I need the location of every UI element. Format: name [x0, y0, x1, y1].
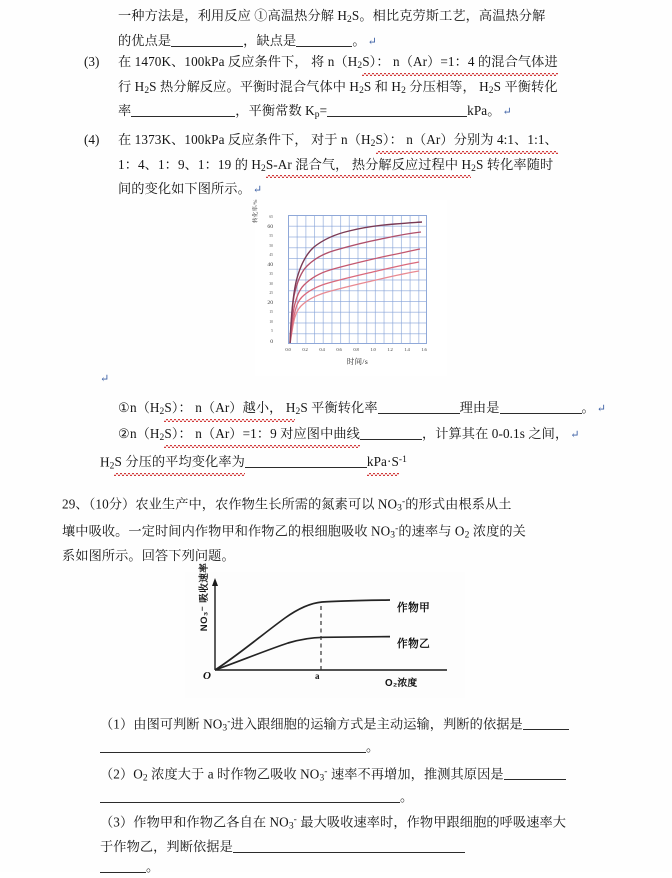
intro-paragraph: [118, 6, 658, 52]
superscript-minus: -: [227, 717, 231, 727]
chart1-xtick-2: 0.4: [319, 347, 325, 352]
q29-sub2-continued: [100, 787, 662, 808]
sub1-text-e: 。: [581, 400, 595, 415]
q29-sub2: [100, 762, 662, 789]
q29-sub2-line-1: [100, 762, 662, 789]
q29-sub1-line-2: [100, 737, 662, 758]
q3-line-1: [118, 52, 663, 77]
chart1-ytick-0: 0: [270, 339, 273, 345]
chart2-series-label-crop-a: 作物甲: [397, 602, 431, 614]
q29-2-text-a: O: [133, 766, 143, 782]
q3-text-j: =: [319, 103, 328, 119]
answer-blank[interactable]: [245, 467, 367, 468]
chart1-ytick-55: 55: [269, 234, 273, 238]
q3-text-f: 分压相等， H: [405, 78, 489, 94]
q29-3-text-a: 作物甲和作物乙各自在 NO: [133, 814, 289, 830]
q29-sub3-line-3: [100, 857, 662, 878]
q29-1-text-a: 由图可判断 NO: [133, 716, 223, 732]
q4-sub1: [118, 398, 663, 423]
q4-sub2-line-2: [100, 450, 660, 477]
q4-sub2-line1: [118, 424, 663, 449]
subscript-2: 2: [109, 461, 115, 472]
chart1-ytick-60: 60: [267, 224, 273, 230]
chart1-curve-4to1: [290, 271, 419, 344]
q4-sub2-line2: [100, 450, 660, 477]
chart1-ytick-15: 15: [269, 310, 273, 314]
sub1-text-a: n（H: [129, 400, 160, 415]
answer-blank[interactable]: [523, 729, 569, 730]
chart1-curve-1to9: [290, 232, 421, 344]
sub1-text-d: 理由是: [459, 400, 500, 415]
question-3-number: (3): [84, 54, 100, 69]
chart1-x-axis-label: 时间/s: [346, 357, 369, 366]
q29-3-text-c: 于作物乙，判断依据是: [100, 838, 233, 854]
answer-blank[interactable]: [500, 413, 582, 414]
q29-sub1-line-1: [100, 712, 662, 739]
q4-text-a: 在 1373K、100kPa 反应条件下， 对于 n（H: [118, 132, 371, 147]
q3-text-h: 率: [118, 103, 132, 119]
chart2-origin-label: O: [203, 670, 211, 682]
stray-return-mark: ↵: [100, 373, 110, 385]
subscript-p: p: [314, 110, 320, 121]
q29-sub3-line-1: [100, 810, 662, 837]
chart2-series-label-crop-b: 作物乙: [397, 638, 431, 650]
subscript-2: 2: [471, 163, 477, 174]
q4-text-f: 间的变化如下图所示。: [118, 181, 251, 197]
sub2-text-a: n（H: [129, 426, 160, 441]
subscript-3: 3: [397, 503, 403, 514]
q29-2-period: 。: [400, 789, 414, 804]
q3-line-2: [118, 77, 663, 102]
sub2-text-e: S 分压的平均变化率为: [114, 452, 244, 473]
q29-sub1: [100, 712, 662, 739]
q3-text-k: kPa。: [467, 103, 501, 119]
chart1-xtick-7: 1.4: [404, 347, 410, 352]
q3-line-3: [118, 101, 663, 126]
q29-sub1-continued: [100, 737, 662, 758]
question-29-score: （10分）: [88, 496, 136, 512]
answer-blank[interactable]: [100, 752, 366, 753]
question-29-number: 29、: [62, 496, 89, 512]
intro-text-b: 高温热分解 H: [267, 8, 348, 23]
sub2-text-b: S）： n（Ar）=1：9 对应图中曲线: [164, 424, 360, 445]
chart1-xtick-6: 1.2: [387, 347, 393, 352]
paragraph-return-mark: ↵: [502, 106, 512, 119]
q3-text-c: 行 H: [118, 78, 145, 94]
sub2-text-d: H: [100, 454, 110, 470]
sub-question-2-marker: （2）: [100, 766, 134, 782]
paragraph-return-mark: ↵: [596, 403, 607, 415]
subscript-2: 2: [295, 407, 301, 418]
no3-uptake-chart: [185, 562, 465, 698]
intro-line-2: [118, 31, 658, 53]
circled-one-marker: ①: [254, 8, 268, 23]
sub-question-1-marker: （1）: [100, 716, 134, 732]
question-3-body: [118, 52, 663, 126]
answer-blank[interactable]: [171, 46, 243, 47]
q4-line-2: [118, 155, 663, 180]
chart2-xtick-a: a: [315, 671, 320, 681]
sub-question-3-marker: （3）: [100, 814, 134, 830]
q29-1-text-b: 进入跟细胞的运输方式是主动运输，判断的依据是: [230, 716, 523, 732]
answer-blank[interactable]: [327, 116, 467, 117]
chart1-ytick-25: 25: [269, 291, 273, 295]
subscript-3: 3: [319, 773, 325, 784]
superscript-minus: -: [293, 815, 297, 825]
intro-line-1: [118, 6, 658, 31]
chart1-ytick-40: 40: [267, 262, 273, 268]
chart2-x-axis-label: O₂浓度: [385, 678, 418, 689]
q29-text-e: 浓度的关: [469, 523, 526, 539]
q29-3-period: 。: [146, 859, 160, 875]
q29-sub3-line-2: [100, 837, 662, 858]
question-4-body: [118, 130, 663, 201]
chart1-y-axis-label: 转化率/%: [253, 199, 259, 223]
q29-text-c: 壤中吸收。一定时间内作物甲和作物乙的根细胞吸收 NO: [62, 523, 391, 539]
q3-text-e: S 和 H: [363, 78, 402, 94]
q4-text-b: S）： n（Ar）分别为 4:1、1:1、: [376, 130, 558, 151]
subscript-2: 2: [159, 407, 165, 418]
subscript-2: 2: [488, 85, 494, 96]
q29-text-f: 系如图所示。回答下列问题。: [62, 547, 235, 563]
subscript-3: 3: [288, 821, 294, 832]
q29-text-a: 农业生产中，农作物生长所需的氮素可以 NO: [135, 496, 398, 512]
circled-one-marker: ①: [118, 400, 130, 415]
superscript-minus-1: -1: [398, 455, 408, 465]
q29-3-text-b: 最大吸收速率时，作物甲跟细胞的呼吸速率大: [296, 814, 567, 830]
q3-text-b: S）： n（Ar）=1：4 的混合气体进: [362, 52, 558, 73]
subscript-2: 2: [159, 433, 165, 444]
answer-blank[interactable]: [131, 116, 235, 117]
q4-text-e: S 转化率随时: [476, 156, 554, 172]
q29-2-text-b: 浓度大于 a 时作物乙吸收 NO: [147, 766, 320, 782]
q29-text-d: 的速率与 O: [398, 523, 465, 539]
subscript-2: 2: [370, 139, 376, 150]
subscript-2: 2: [142, 773, 148, 784]
superscript-minus: -: [324, 767, 328, 777]
answer-blank[interactable]: [378, 413, 460, 414]
q3-text-g: S 平衡转化: [493, 78, 558, 94]
chart2-curve-crop-b: [215, 637, 390, 670]
subscript-2: 2: [464, 530, 470, 541]
q29-line-3: [62, 546, 662, 567]
chart2-y-axis-arrow: [212, 578, 218, 586]
chart1-curves: [289, 216, 427, 344]
chart1-ytick-45: 45: [269, 253, 273, 257]
q29-line-2: [62, 519, 662, 546]
q4-sub1-line: [118, 398, 663, 423]
superscript-minus: -: [395, 523, 399, 534]
paragraph-return-mark: ↵: [367, 35, 377, 48]
chart1-xtick-3: 0.6: [336, 347, 342, 352]
answer-blank[interactable]: [504, 779, 566, 780]
chart1-ytick-65: 65: [269, 215, 273, 219]
intro-text-f: 。: [352, 32, 366, 48]
chart1-plot-area: [288, 215, 427, 344]
paragraph-return-mark: ↵: [570, 429, 580, 441]
question-4-number: (4): [84, 132, 100, 147]
chart2-y-axis-label: NO₃⁻ 吸收速率: [199, 562, 210, 632]
answer-blank[interactable]: [100, 872, 146, 873]
chart1-ytick-5: 5: [271, 329, 273, 333]
subscript-2: 2: [401, 85, 406, 96]
superscript-minus: -: [402, 497, 406, 507]
sub2-text-c: ，计算其在 0-0.1s 之间，: [421, 426, 569, 441]
h2s-conversion-chart: [255, 200, 447, 376]
chart1-xtick-8: 1.6: [421, 347, 427, 352]
subscript-2: 2: [261, 163, 266, 174]
chart1-xtick-5: 1.0: [370, 347, 376, 352]
answer-blank[interactable]: [233, 852, 465, 853]
subscript-3: 3: [390, 530, 396, 541]
intro-text-a: 一种方法是，利用反应: [118, 8, 255, 23]
answer-blank[interactable]: [100, 802, 400, 803]
q29-sub2-line-2: [100, 787, 662, 808]
subscript-3: 3: [222, 723, 228, 734]
chart1-ytick-50: 50: [269, 244, 273, 248]
chart1-ytick-20: 20: [267, 300, 273, 306]
q3-text-i: ，平衡常数 K: [235, 103, 315, 119]
subscript-2: 2: [144, 85, 150, 96]
circled-two-marker: ②: [118, 426, 130, 441]
intro-text-d: 的优点是: [118, 32, 172, 48]
chart1-xtick-1: 0.2: [302, 347, 308, 352]
subscript-2: 2: [357, 61, 363, 72]
q4-line-1: [118, 130, 663, 155]
q4-line-3: [118, 179, 663, 201]
q4-sub2-line-1: [118, 424, 663, 449]
chart1-ytick-10: 10: [269, 320, 273, 324]
intro-text-c: S。相比克劳斯工艺，高温热分解: [351, 8, 546, 23]
q4-text-d: S-Ar 混合气， 热分解反应过程中 H: [266, 155, 471, 176]
answer-blank[interactable]: [296, 46, 352, 47]
sub2-unit: kPa·S: [367, 452, 399, 473]
chart1-ytick-30: 30: [269, 282, 273, 286]
answer-blank[interactable]: [360, 439, 422, 440]
q29-text-b: 的形式由根系从土: [405, 496, 512, 512]
question-29-body: [62, 492, 662, 566]
paragraph-return-mark: ↵: [252, 184, 263, 197]
q29-1-period: 。: [366, 739, 380, 754]
sub1-text-c: S 平衡转化率: [300, 400, 378, 415]
q29-sub3: [100, 810, 662, 878]
sub1-text-b: S）： n（Ar）越小， H: [164, 398, 295, 419]
q3-text-d: S 热分解反应。平衡时混合气体中 H: [149, 78, 360, 94]
subscript-2: 2: [359, 85, 364, 96]
chart1-xtick-0: 0.0: [285, 347, 291, 352]
chart2-axes-and-curves: [185, 572, 465, 698]
q29-2-text-c: 速率不再增加，推测其原因是: [327, 766, 504, 782]
chart1-xtick-4: 0.8: [353, 347, 359, 352]
q3-text-a: 在 1470K、100kPa 反应条件下， 将 n（H: [118, 54, 358, 69]
chart1-ytick-35: 35: [269, 272, 273, 276]
chart1-curve-1to19: [290, 222, 422, 344]
q29-line-1: [62, 492, 662, 519]
intro-text-e: ，缺点是: [243, 32, 297, 48]
subscript-2: 2: [347, 15, 352, 26]
q4-text-c: 1：4、1：9、1：19 的 H: [118, 156, 261, 172]
